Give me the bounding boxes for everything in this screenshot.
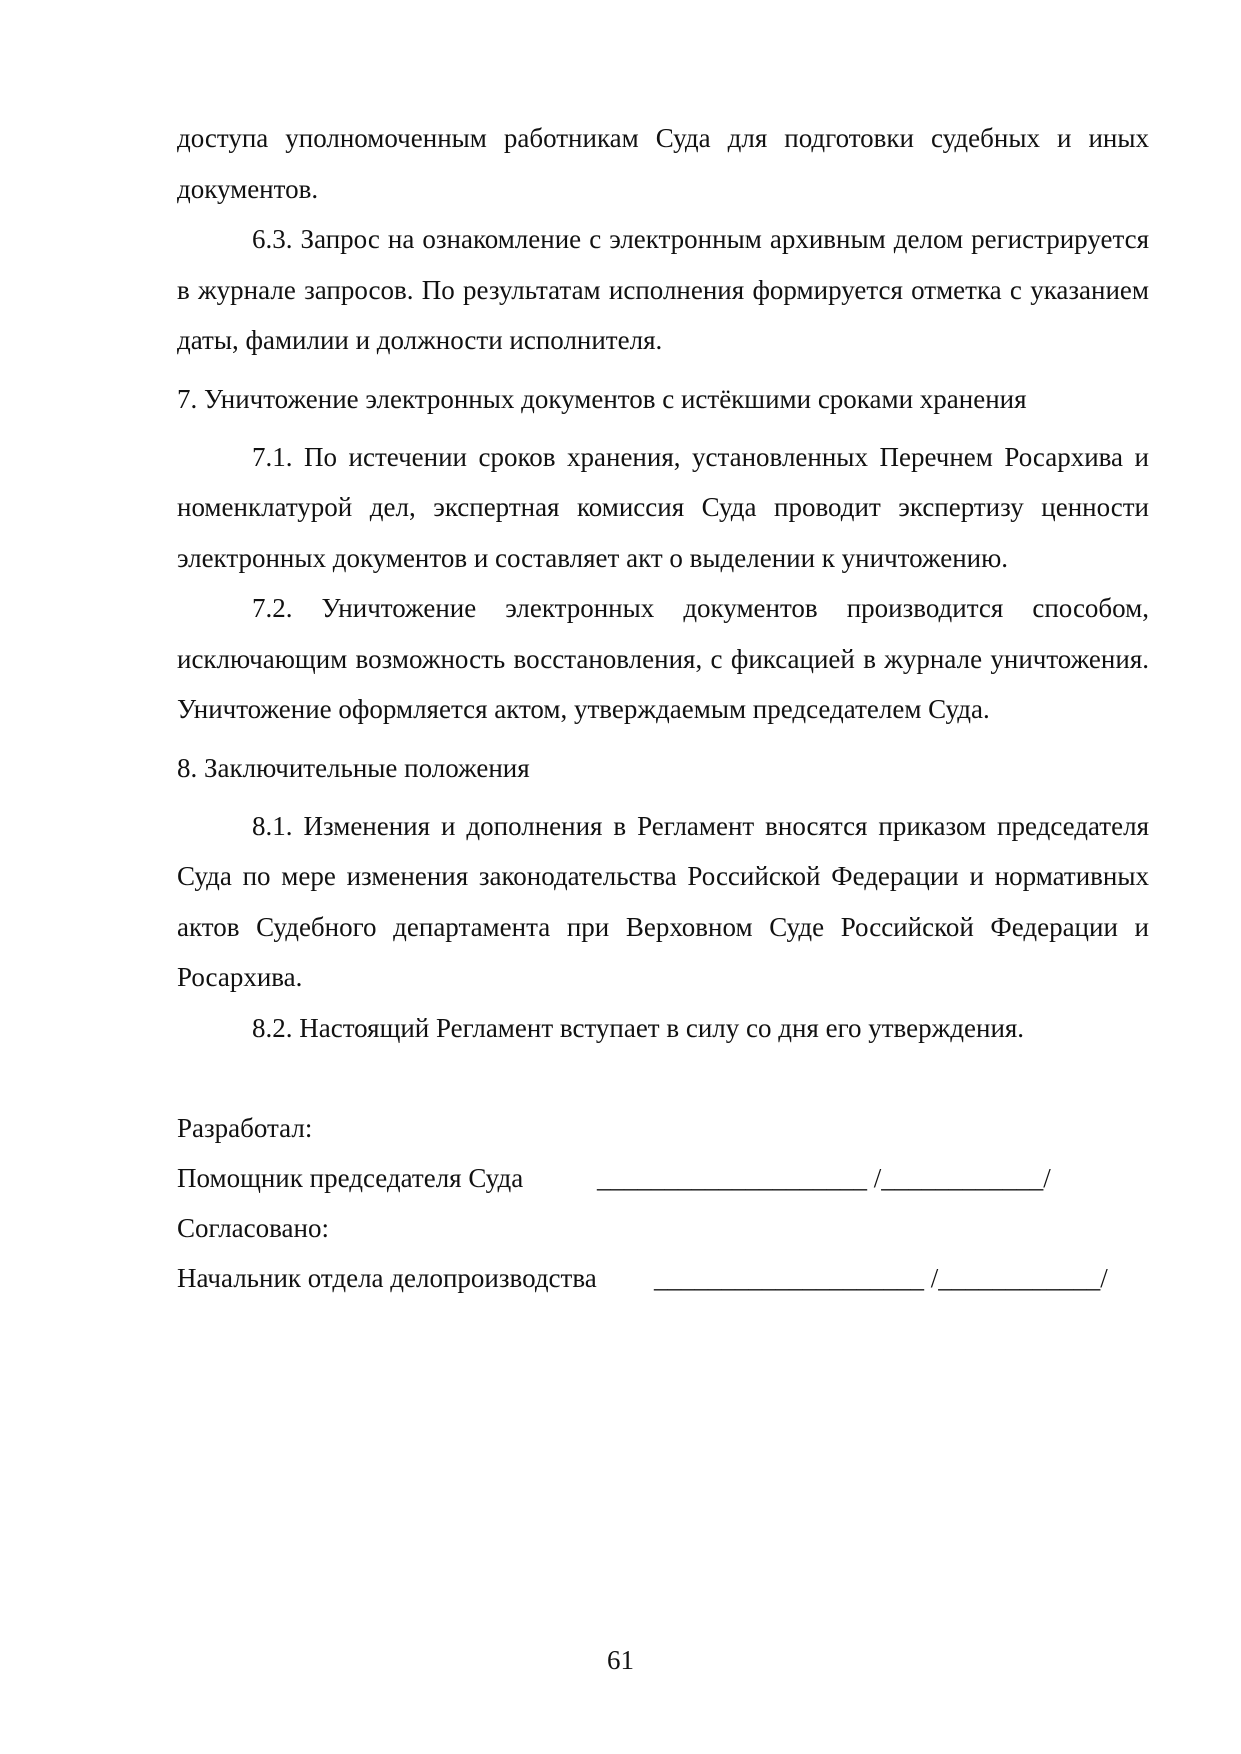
paragraph-6-3: 6.3. Запрос на ознакомление с электронным архивным делом регистрируется в журнале запросов. По результатам исполнения формируется отметка с указанием даты, фамилии и должности исполнителя. <box>177 224 1149 355</box>
document-body <box>177 113 1149 1303</box>
paragraph-8-2: 8.2. Настоящий Регламент вступает в силу со дня его утверждения. <box>252 1012 1025 1043</box>
developer-signature-blank: ____________________ /____________/ <box>597 1163 1051 1193</box>
agreed-label: Согласовано: <box>177 1213 329 1243</box>
signature-block <box>177 1103 1149 1303</box>
developed-label: Разработал: <box>177 1113 313 1143</box>
page-number: 61 <box>607 1645 634 1675</box>
paragraph-continuation: доступа уполномоченным работникам Суда для подготовки судебных и иных документов. <box>177 123 1149 204</box>
developer-signature-line <box>177 1153 1149 1203</box>
agreer-signature-line <box>177 1253 1149 1303</box>
developed-label-line <box>177 1103 1149 1153</box>
paragraph-7-1: 7.1. По истечении сроков хранения, установленных Перечнем Росархива и номенклатурой дел, экспертная комиссия Суда проводит экспертизу ценности электронных документов и составляет акт о выделении к уничтожению. <box>177 441 1149 573</box>
developer-title: Помощник председателя Суда <box>177 1163 524 1193</box>
agreer-signature-blank: ____________________ /____________/ <box>654 1263 1108 1293</box>
paragraph-7-2: 7.2. Уничтожение электронных документов производится способом, исключающим возможность восстановления, с фиксацией в журнале уничтожения. Уничтожение оформляется актом, утверждаемым председателем Суда. <box>177 593 1149 724</box>
section-heading-7: 7. Уничтожение электронных документов с истёкшими сроками хранения <box>177 383 1027 414</box>
agreer-title: Начальник отдела делопроизводства <box>177 1263 597 1293</box>
agreed-label-line <box>177 1203 1149 1253</box>
paragraph-8-1: 8.1. Изменения и дополнения в Регламент вносятся приказом председателя Суда по мере изменения законодательства Российской Федерации и нормативных актов Судебного департамента при Верховном Суде Российской Федерации и Росархива. <box>177 810 1149 992</box>
section-heading-8: 8. Заключительные положения <box>177 752 530 783</box>
